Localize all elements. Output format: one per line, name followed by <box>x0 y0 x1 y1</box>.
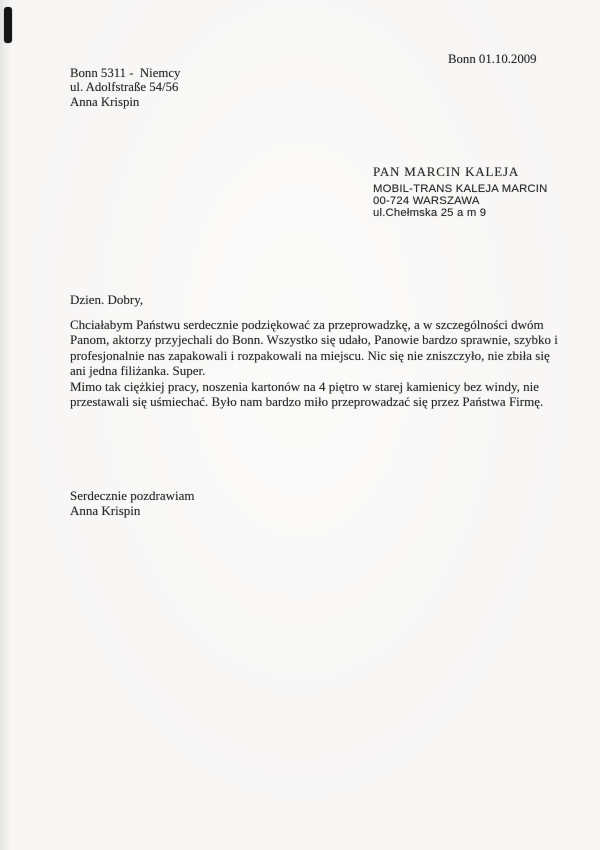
letter-date: Bonn 01.10.2009 <box>448 52 537 66</box>
closing-phrase: Serdecznie pozdrawiam <box>70 488 195 503</box>
closing-block <box>70 488 195 518</box>
body-line: Mimo tak ciężkiej pracy, noszenia kartonów na 4 piętro w starej kamienicy bez windy, nie <box>70 378 540 394</box>
recipient-company: MOBIL-TRANS KALEJA MARCIN <box>373 183 548 195</box>
sender-line-name: Anna Krispin <box>70 94 140 109</box>
body-line: przestawali się uśmiechać. Było nam bardzo miło przeprowadzać się przez Państwa Firmę. <box>70 394 544 410</box>
recipient-address-block <box>373 164 548 220</box>
salutation: Dzien. Dobry, <box>70 292 144 307</box>
body-line: ani jedna filiżanka. Super. <box>70 363 206 379</box>
signature-name: Anna Krispin <box>70 503 141 519</box>
sender-address-block <box>70 66 180 109</box>
sender-line-city: Bonn 5311 - Niemcy <box>70 66 181 80</box>
body-line: profesjonalnie nas zapakowali i rozpakowali na miejscu. Nic się nie zniszczyło, nie zbiła się <box>70 347 550 363</box>
sender-line-street: ul. Adolfstraße 54/56 <box>70 80 179 95</box>
body-line: Chciałabym Państwu serdecznie podziękować za przeprowadzkę, a w szczególności dwóm <box>70 317 544 332</box>
recipient-name: PAN MARCIN KALEJA <box>373 164 520 179</box>
recipient-street: ul.Chełmska 25 a m 9 <box>373 207 487 220</box>
recipient-postal-city: 00-724 WARSZAWA <box>373 195 480 208</box>
body-line: Panom, aktorzy przyjechali do Bonn. Wszystko się udało, Panowie bardzo sprawnie, szybko i <box>70 332 558 348</box>
letter-body <box>70 317 565 409</box>
scan-artifact-mark <box>4 7 12 43</box>
